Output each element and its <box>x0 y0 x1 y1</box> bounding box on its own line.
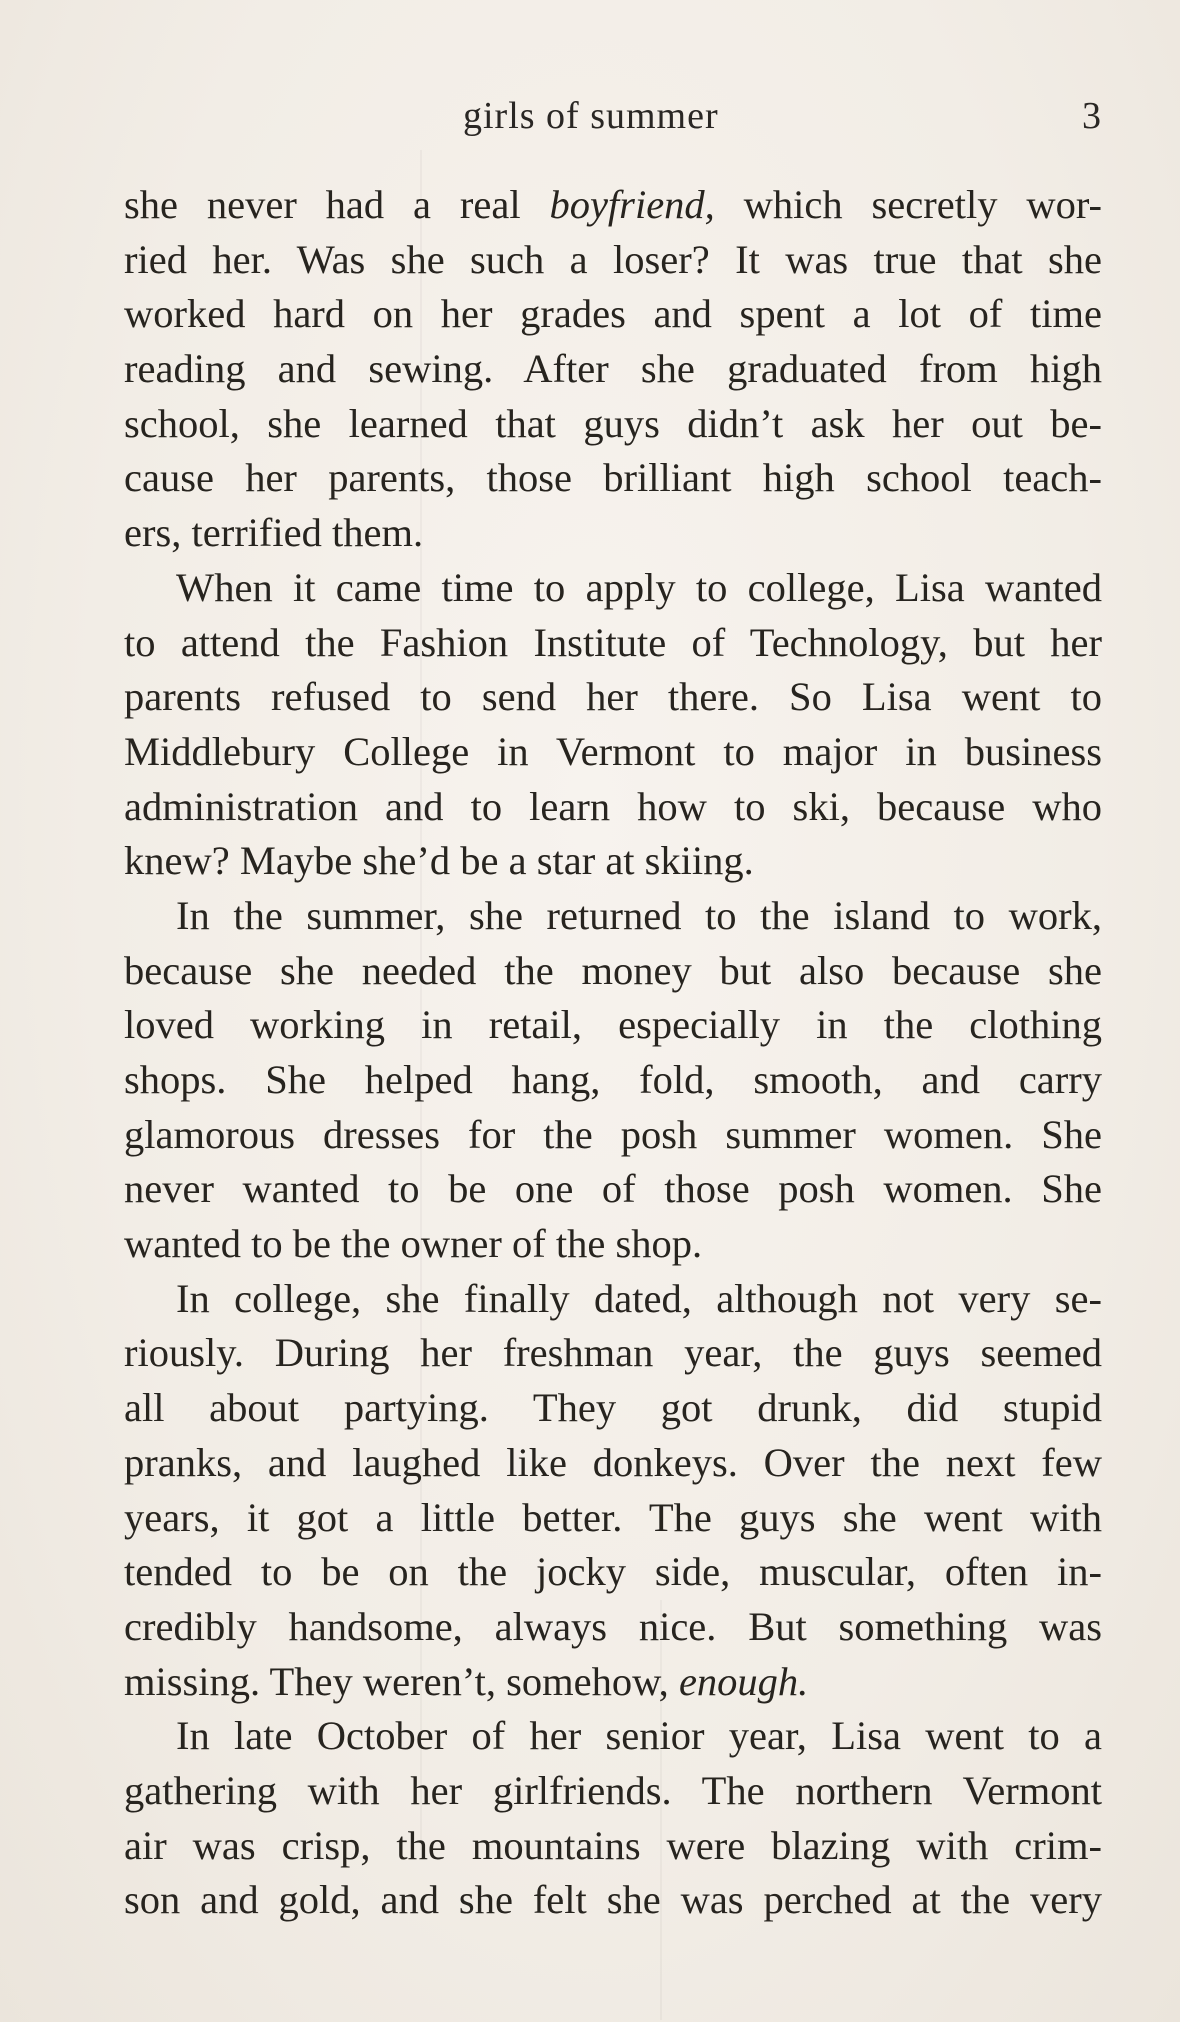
text-line: to attend the Fashion Institute of Technology, but her <box>124 619 1102 665</box>
text-line: missing. They weren’t, somehow, enough. <box>124 1658 809 1704</box>
text-line: all about partying. They got drunk, did stupid <box>124 1385 1102 1431</box>
italic-emphasis: boyfriend, <box>549 182 715 227</box>
text-line: In late October of her senior year, Lisa went to a <box>176 1713 1102 1759</box>
paragraph <box>124 561 1102 889</box>
text-line: ers, terrified them. <box>124 510 424 556</box>
text-line: loved working in retail, especially in the clothing <box>124 1002 1102 1048</box>
text-line: son and gold, and she felt she was perched at the very <box>124 1877 1102 1923</box>
text-line: knew? Maybe she’d be a star at skiing. <box>124 838 754 884</box>
text-line: ried her. Was she such a loser? It was true that she <box>124 236 1102 282</box>
text-line: air was crisp, the mountains were blazing with crim- <box>124 1822 1102 1868</box>
text-line: credibly handsome, always nice. But something was <box>124 1603 1102 1649</box>
text-line: she never had a real boyfriend, which secretly wor- <box>124 182 1102 227</box>
paragraph <box>124 178 1102 561</box>
text-line: Middlebury College in Vermont to major in business <box>124 728 1102 774</box>
text-line: glamorous dresses for the posh summer women. She <box>124 1111 1102 1157</box>
paragraph <box>124 1709 1102 1928</box>
text-line: wanted to be the owner of the shop. <box>124 1221 703 1267</box>
text-line: administration and to learn how to ski, because who <box>124 783 1102 829</box>
text-line: because she needed the money but also because she <box>124 947 1102 993</box>
text-line: years, it got a little better. The guys she went with <box>124 1494 1102 1540</box>
text-line: cause her parents, those brilliant high school teach- <box>124 455 1102 501</box>
text-line: never wanted to be one of those posh women. She <box>124 1166 1102 1212</box>
text-line: In college, she finally dated, although not very se- <box>176 1275 1102 1321</box>
text-line: When it came time to apply to college, Lisa wanted <box>176 564 1102 610</box>
page-number: 3 <box>1082 95 1102 137</box>
italic-emphasis: enough. <box>678 1658 809 1704</box>
text-line: worked hard on her grades and spent a lot of time <box>124 291 1102 337</box>
text-line: gathering with her girlfriends. The northern Vermont <box>124 1767 1102 1813</box>
body-text <box>124 178 1102 1928</box>
text-line: pranks, and laughed like donkeys. Over the next few <box>124 1439 1102 1485</box>
text-line: shops. She helped hang, fold, smooth, and carry <box>124 1057 1102 1102</box>
text-line: parents refused to send her there. So Lisa went to <box>124 674 1102 720</box>
text-line: In the summer, she returned to the island to work, <box>176 892 1102 938</box>
text-line: school, she learned that guys didn’t ask her out be- <box>124 400 1102 446</box>
text-line: reading and sewing. After she graduated from high <box>124 346 1102 392</box>
paragraph <box>124 889 1102 1272</box>
text-line: tended to be on the jocky side, muscular, often in- <box>124 1549 1102 1595</box>
text-line: riously. During her freshman year, the guys seemed <box>124 1330 1102 1376</box>
paragraph <box>124 1272 1102 1710</box>
running-head <box>0 94 1180 144</box>
running-title: girls of summer <box>463 95 719 137</box>
